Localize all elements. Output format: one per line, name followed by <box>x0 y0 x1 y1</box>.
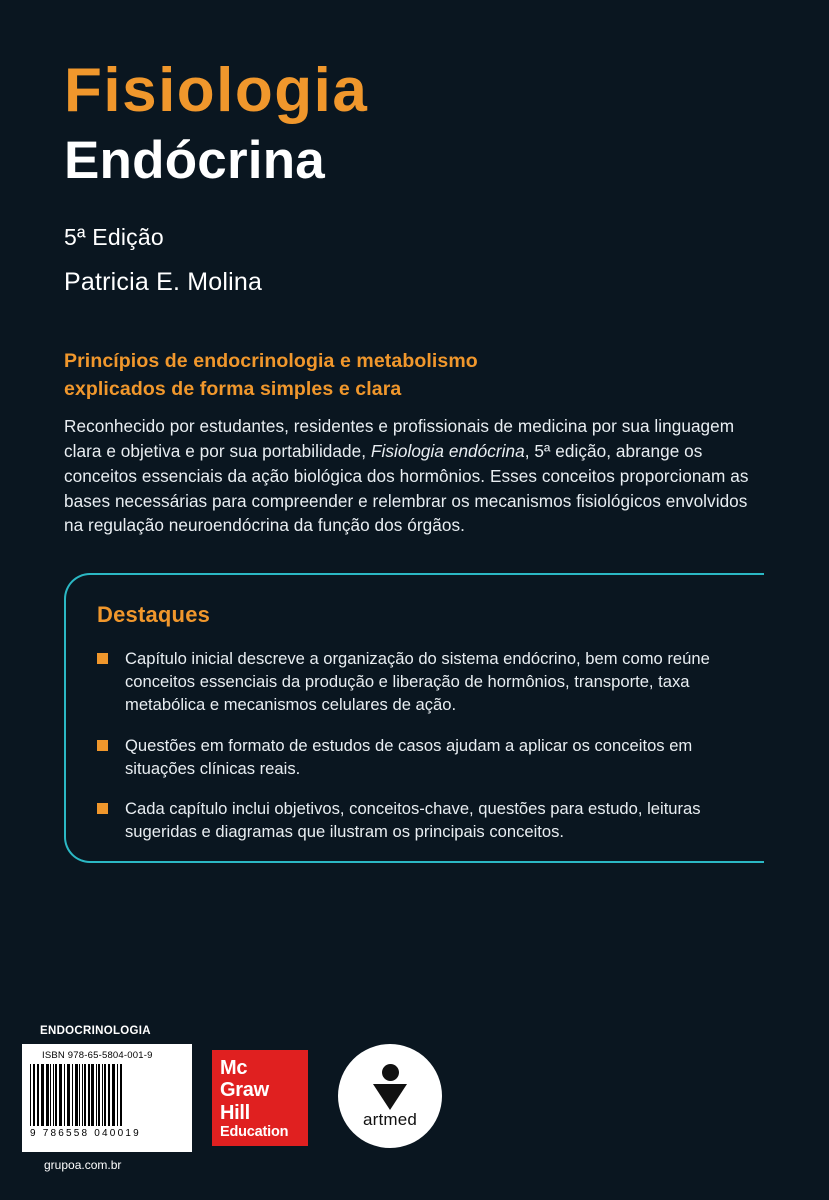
category-tag: ENDOCRINOLOGIA <box>40 1025 151 1037</box>
list-item <box>97 797 746 843</box>
lead-body <box>64 414 764 538</box>
square-bullet-icon <box>97 740 108 751</box>
lead-headline-line2: explicados de forma simples e clara <box>64 377 402 400</box>
square-bullet-icon <box>97 803 108 814</box>
footer <box>0 1010 829 1200</box>
list-item <box>97 734 746 780</box>
barcode-bars <box>30 1064 184 1126</box>
book-title-main: Fisiologia <box>64 56 369 125</box>
mcgraw-hill-logo <box>212 1050 308 1146</box>
list-item-text: Cada capítulo inclui objetivos, conceitos-chave, questões para estudo, leituras sugeridas e diagramas que ilustram os principais conceitos. <box>125 799 701 842</box>
mgh-line1: Mc <box>220 1057 248 1079</box>
artmed-head-shape <box>382 1064 399 1081</box>
mgh-line3: Hill <box>220 1101 250 1124</box>
lead-headline <box>64 348 764 403</box>
artmed-body-shape <box>373 1084 407 1110</box>
isbn-label: ISBN 978-65-5804-001-9 <box>42 1050 153 1061</box>
barcode <box>22 1044 192 1152</box>
book-author: Patricia E. Molina <box>64 268 263 297</box>
lead-body-part1: Reconhecido por estudantes, residentes e profissionais de medicina por sua linguagem clara e objetiva e por sua portabilidade, <box>64 416 735 462</box>
square-bullet-icon <box>97 653 108 664</box>
lead-body-italic: Fisiologia endócrina <box>370 441 525 462</box>
book-title-sub: Endócrina <box>64 131 325 191</box>
barcode-number: 9 786558 040019 <box>30 1128 141 1139</box>
book-edition: 5ª Edição <box>64 224 164 251</box>
list-item <box>97 647 746 717</box>
lead-headline-line1: Princípios de endocrinologia e metabolismo <box>64 350 478 372</box>
lead-body-part2: , 5ª edição, abrange os conceitos essenciais da ação biológica dos hormônios. Esses conceitos proporcionam as bases necessárias para compreender e relembrar os mecanismos fisiológicos envolvidos na regulação neuroendócrina da função dos órgãos. <box>64 441 749 536</box>
publisher-website: grupoa.com.br <box>44 1158 122 1172</box>
highlights-title: Destaques <box>97 602 211 627</box>
list-item-text: Questões em formato de estudos de casos ajudam a aplicar os conceitos em situações clínicas reais. <box>125 735 693 778</box>
title-block <box>64 58 764 297</box>
artmed-figure-icon <box>373 1064 407 1110</box>
mgh-line2: Graw <box>220 1079 269 1102</box>
mgh-line4: Education <box>220 1124 289 1141</box>
highlights-box <box>64 573 764 863</box>
artmed-logo <box>338 1044 442 1148</box>
lead-block <box>64 348 764 538</box>
list-item-text: Capítulo inicial descreve a organização do sistema endócrino, bem como reúne conceitos essenciais da produção e liberação de hormônios, transporte, taxa metabólica e mecanismos celulares de ação. <box>125 649 710 715</box>
artmed-wordmark: artmed <box>362 1110 418 1129</box>
highlights-list <box>97 647 746 861</box>
